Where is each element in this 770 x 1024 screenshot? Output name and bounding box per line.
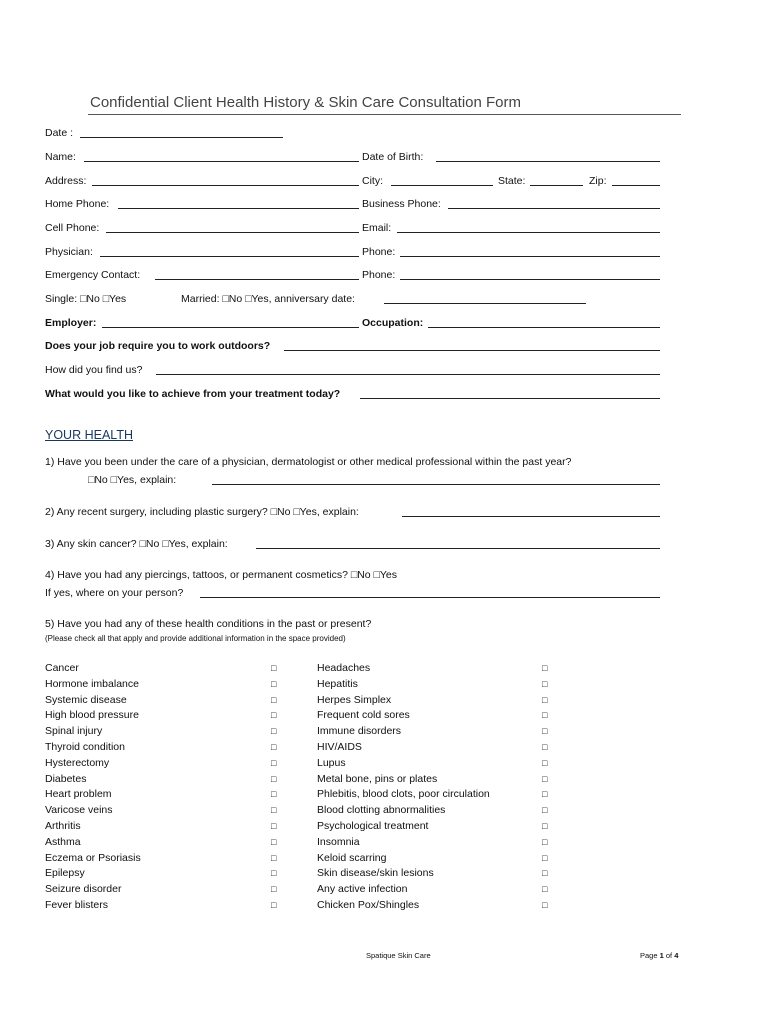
condition-checkbox-left[interactable]: □ — [271, 710, 277, 720]
dob-field[interactable] — [436, 161, 660, 162]
condition-label-right: Headaches — [317, 662, 371, 674]
condition-label-right: Chicken Pox/Shingles — [317, 899, 420, 911]
condition-checkbox-right[interactable]: □ — [542, 900, 548, 910]
condition-checkbox-right[interactable]: □ — [542, 837, 548, 847]
question-4[interactable]: 4) Have you had any piercings, tattoos, or permanent cosmetics? □No □Yes — [45, 569, 397, 581]
condition-label-right: Herpes Simplex — [317, 694, 392, 706]
condition-label-left: Diabetes — [45, 773, 87, 785]
condition-label-right: Frequent cold sores — [317, 709, 410, 721]
dob-label: Date of Birth: — [362, 151, 424, 163]
your-health-heading: YOUR HEALTH — [45, 428, 133, 442]
question-3-explain-field[interactable] — [256, 548, 660, 549]
condition-checkbox-right[interactable]: □ — [542, 710, 548, 720]
title-divider — [88, 114, 681, 115]
question-2[interactable]: 2) Any recent surgery, including plastic surgery? □No □Yes, explain: — [45, 506, 359, 518]
cell-phone-label: Cell Phone: — [45, 222, 100, 234]
condition-checkbox-left[interactable]: □ — [271, 853, 277, 863]
physician-phone-label: Phone: — [362, 246, 396, 258]
condition-label-right: Keloid scarring — [317, 852, 387, 864]
cell-phone-field[interactable] — [106, 232, 359, 233]
condition-checkbox-left[interactable]: □ — [271, 805, 277, 815]
condition-label-right: HIV/AIDS — [317, 741, 362, 753]
condition-checkbox-left[interactable]: □ — [271, 789, 277, 799]
home-phone-label: Home Phone: — [45, 198, 110, 210]
condition-checkbox-left[interactable]: □ — [271, 726, 277, 736]
condition-checkbox-left[interactable]: □ — [271, 868, 277, 878]
condition-label-right: Immune disorders — [317, 725, 402, 737]
condition-label-left: Cancer — [45, 662, 79, 674]
physician-field[interactable] — [100, 256, 359, 257]
achieve-field[interactable] — [360, 398, 660, 399]
condition-label-right: Insomnia — [317, 836, 360, 848]
footer-page-label: Page — [640, 951, 658, 960]
outdoors-field[interactable] — [284, 350, 660, 351]
physician-label: Physician: — [45, 246, 93, 258]
email-field[interactable] — [397, 232, 660, 233]
condition-label-left: Eczema or Psoriasis — [45, 852, 141, 864]
condition-checkbox-left[interactable]: □ — [271, 821, 277, 831]
condition-checkbox-left[interactable]: □ — [271, 663, 277, 673]
footer-page-number — [640, 951, 678, 960]
anniversary-date-field[interactable] — [384, 303, 586, 304]
employer-label: Employer: — [45, 317, 97, 329]
condition-checkbox-right[interactable]: □ — [542, 758, 548, 768]
condition-label-right: Lupus — [317, 757, 346, 769]
condition-checkbox-left[interactable]: □ — [271, 900, 277, 910]
date-field[interactable] — [80, 137, 283, 138]
zip-field[interactable] — [612, 185, 660, 186]
emergency-contact-label: Emergency Contact: — [45, 269, 141, 281]
condition-checkbox-left[interactable]: □ — [271, 774, 277, 784]
condition-label-left: Asthma — [45, 836, 81, 848]
condition-checkbox-right[interactable]: □ — [542, 742, 548, 752]
emergency-phone-label: Phone: — [362, 269, 396, 281]
address-label: Address: — [45, 175, 87, 187]
question-1-explain-field[interactable] — [212, 484, 660, 485]
condition-checkbox-right[interactable]: □ — [542, 789, 548, 799]
question-4-where-label: If yes, where on your person? — [45, 587, 184, 599]
condition-checkbox-left[interactable]: □ — [271, 884, 277, 894]
footer-of-label: of — [665, 951, 673, 960]
home-phone-field[interactable] — [118, 208, 359, 209]
question-1-options[interactable]: □No □Yes, explain: — [88, 474, 177, 486]
question-3[interactable]: 3) Any skin cancer? □No □Yes, explain: — [45, 538, 228, 550]
condition-label-right: Skin disease/skin lesions — [317, 867, 434, 879]
emergency-contact-field[interactable] — [155, 279, 359, 280]
condition-label-left: Varicose veins — [45, 804, 113, 816]
condition-label-left: Hormone imbalance — [45, 678, 139, 690]
condition-checkbox-right[interactable]: □ — [542, 821, 548, 831]
occupation-field[interactable] — [428, 327, 660, 328]
condition-label-left: Fever blisters — [45, 899, 109, 911]
condition-label-left: Thyroid condition — [45, 741, 125, 753]
condition-label-left: Spinal injury — [45, 725, 103, 737]
question-5: 5) Have you had any of these health conditions in the past or present? — [45, 618, 372, 630]
find-us-field[interactable] — [156, 374, 660, 375]
question-2-explain-field[interactable] — [402, 516, 660, 517]
condition-label-right: Hepatitis — [317, 678, 358, 690]
condition-label-left: Seizure disorder — [45, 883, 122, 895]
condition-checkbox-right[interactable]: □ — [542, 726, 548, 736]
condition-checkbox-left[interactable]: □ — [271, 679, 277, 689]
employer-field[interactable] — [102, 327, 359, 328]
condition-label-right: Phlebitis, blood clots, poor circulation — [317, 788, 490, 800]
footer-page-current: 1 — [659, 951, 664, 960]
date-label: Date : — [45, 127, 74, 139]
married-checkboxes[interactable]: Married: □No □Yes, anniversary date: — [181, 293, 355, 305]
name-label: Name: — [45, 151, 76, 163]
question-5-note: (Please check all that apply and provide additional information in the space provided) — [45, 634, 346, 643]
condition-label-right: Metal bone, pins or plates — [317, 773, 438, 785]
emergency-phone-field[interactable] — [400, 279, 660, 280]
condition-checkbox-right[interactable]: □ — [542, 805, 548, 815]
state-label: State: — [498, 175, 526, 187]
condition-label-left: Epilepsy — [45, 867, 85, 879]
achieve-label: What would you like to achieve from your treatment today? — [45, 388, 341, 400]
zip-label: Zip: — [589, 175, 607, 187]
condition-label-left: High blood pressure — [45, 709, 139, 721]
condition-checkbox-right[interactable]: □ — [542, 679, 548, 689]
state-field[interactable] — [530, 185, 583, 186]
condition-checkbox-left[interactable]: □ — [271, 758, 277, 768]
condition-label-right: Any active infection — [317, 883, 408, 895]
question-4-where-field[interactable] — [200, 597, 660, 598]
condition-label-left: Arthritis — [45, 820, 81, 832]
condition-checkbox-right[interactable]: □ — [542, 868, 548, 878]
condition-checkbox-left[interactable]: □ — [271, 837, 277, 847]
find-us-label: How did you find us? — [45, 364, 143, 376]
condition-checkbox-right[interactable]: □ — [542, 884, 548, 894]
footer-page-total: 4 — [674, 951, 679, 960]
condition-checkbox-right[interactable]: □ — [542, 663, 548, 673]
business-phone-field[interactable] — [448, 208, 660, 209]
condition-label-left: Hysterectomy — [45, 757, 110, 769]
email-label: Email: — [362, 222, 392, 234]
footer-company: Spatique Skin Care — [366, 951, 431, 960]
single-checkboxes[interactable]: Single: □No □Yes — [45, 293, 127, 305]
condition-checkbox-left[interactable]: □ — [271, 742, 277, 752]
condition-label-left: Heart problem — [45, 788, 112, 800]
city-label: City: — [362, 175, 383, 187]
condition-checkbox-left[interactable]: □ — [271, 695, 277, 705]
condition-label-right: Blood clotting abnormalities — [317, 804, 446, 816]
condition-checkbox-right[interactable]: □ — [542, 853, 548, 863]
address-field[interactable] — [92, 185, 359, 186]
question-1: 1) Have you been under the care of a physician, dermatologist or other medical professional within the past year? — [45, 456, 572, 468]
city-field[interactable] — [391, 185, 493, 186]
condition-checkbox-right[interactable]: □ — [542, 695, 548, 705]
condition-label-right: Psychological treatment — [317, 820, 429, 832]
occupation-label: Occupation: — [362, 317, 424, 329]
form-title: Confidential Client Health History & Skin Care Consultation Form — [90, 94, 522, 111]
physician-phone-field[interactable] — [400, 256, 660, 257]
name-field[interactable] — [84, 161, 359, 162]
condition-checkbox-right[interactable]: □ — [542, 774, 548, 784]
outdoors-label: Does your job require you to work outdoors? — [45, 340, 271, 352]
business-phone-label: Business Phone: — [362, 198, 441, 210]
condition-label-left: Systemic disease — [45, 694, 127, 706]
